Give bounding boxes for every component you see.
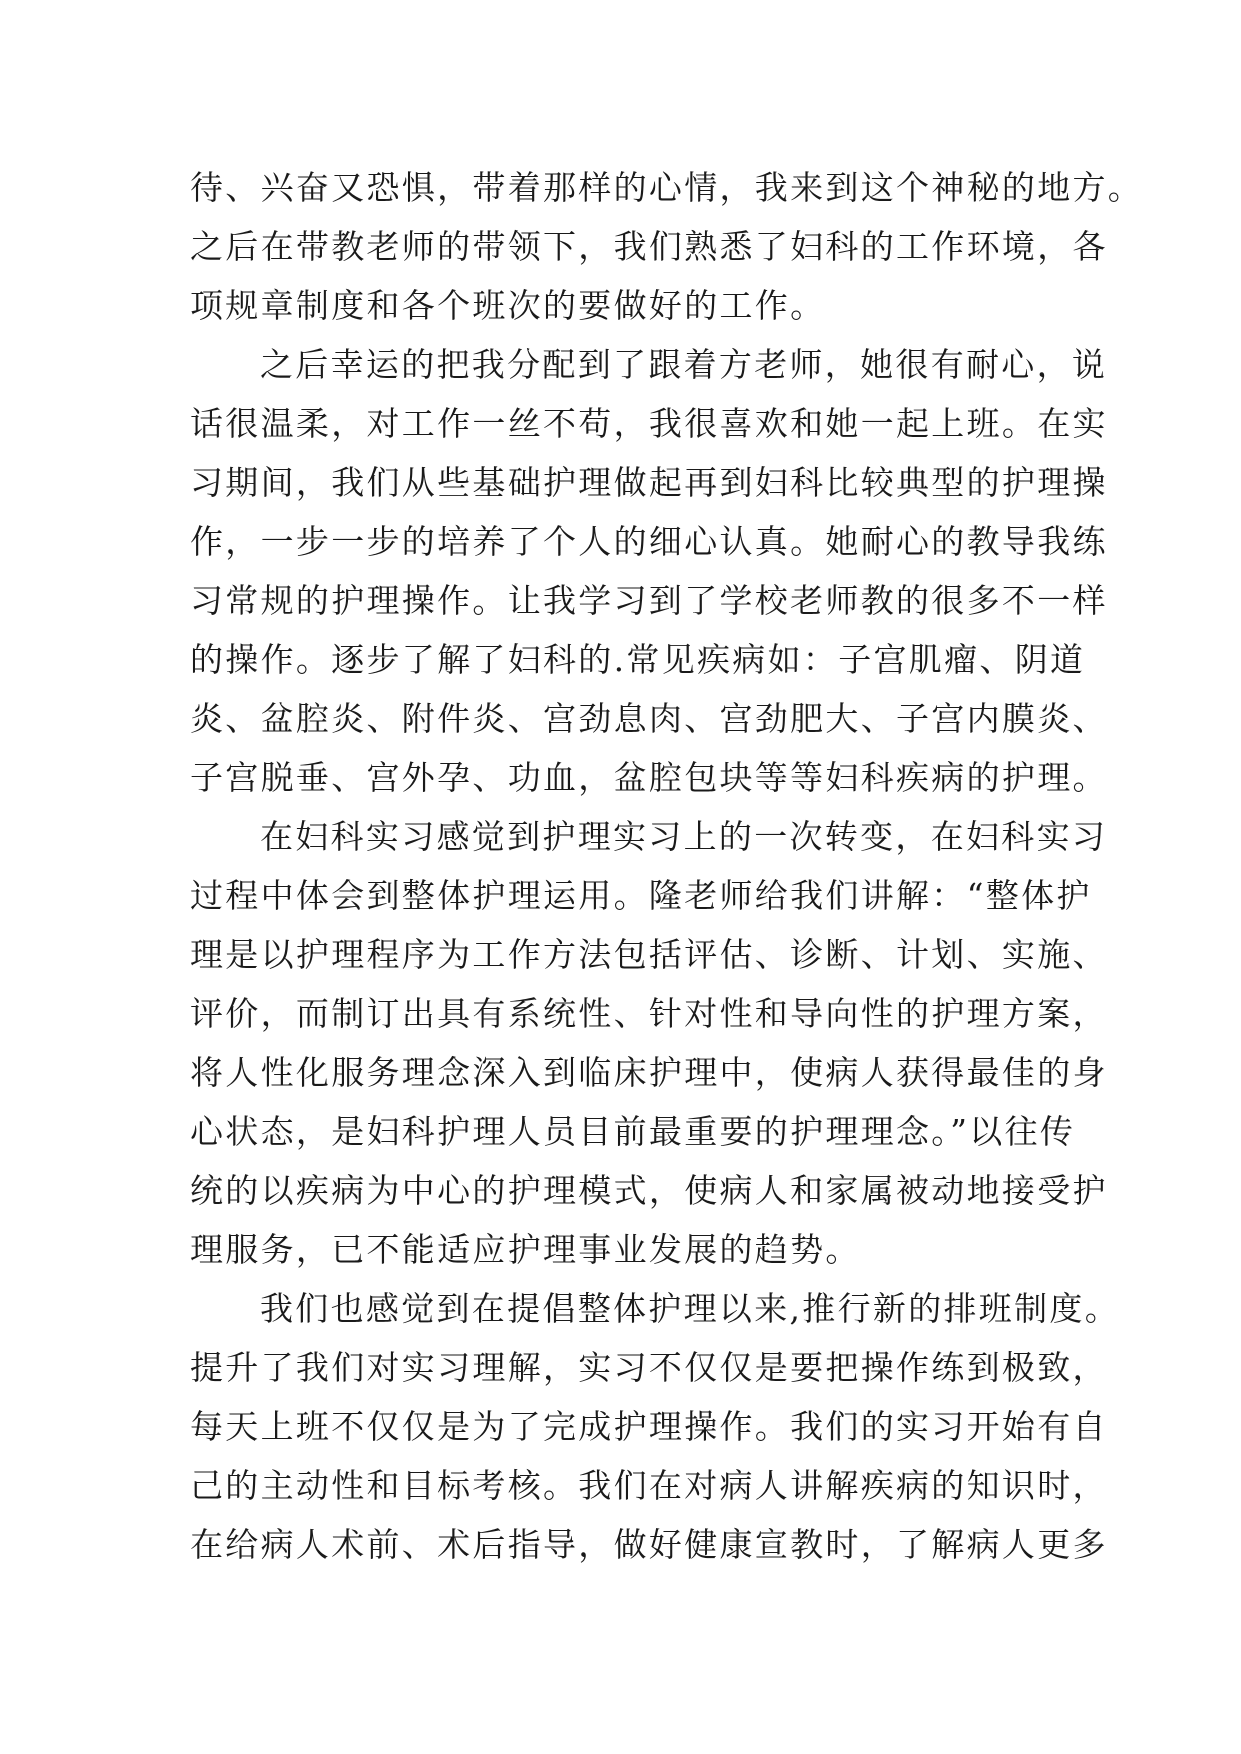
text-line: 之后在带教老师的带领下，我们熟悉了妇科的工作环境，各 [190,227,1108,266]
text-line: 统的以疾病为中心的护理模式，使病人和家属被动地接受护 [190,1171,1108,1210]
text-line: 过程中体会到整体护理运用。隆老师给我们讲解：“整体护 [190,876,1092,915]
text-line: 子宫脱垂、宫外孕、功血，盆腔包块等等妇科疾病的护理。 [190,758,1108,797]
text-line: 心状态，是妇科护理人员目前最重要的护理理念。”以往传 [190,1112,1076,1151]
text-line: 提升了我们对实习理解，实习不仅仅是要把操作练到极致， [190,1348,1108,1387]
text-line: 每天上班不仅仅是为了完成护理操作。我们的实习开始有自 [190,1407,1108,1446]
text-line: 理是以护理程序为工作方法包括评估、诊断、计划、实施、 [190,935,1108,974]
text-line: 在妇科实习感觉到护理实习上的一次转变，在妇科实习 [260,817,1108,856]
text-line: 习常规的护理操作。让我学习到了学校老师教的很多不一样 [190,581,1108,620]
paragraph-1 [190,158,1144,335]
text-line: 的操作。逐步了解了妇科的.常见疾病如：子宫肌瘤、阴道 [190,640,1086,679]
text-line: 作，一步一步的培养了个人的细心认真。她耐心的教导我练 [190,522,1108,561]
text-line: 项规章制度和各个班次的要做好的工作。 [190,286,826,325]
paragraph-3 [190,807,1108,1279]
paragraph-2 [190,335,1108,807]
text-line: 之后幸运的把我分配到了跟着方老师，她很有耐心，说 [260,345,1108,384]
text-line: 在给病人术前、术后指导，做好健康宣教时，了解病人更多 [190,1525,1108,1564]
text-line: 待、兴奋又恐惧，带着那样的心情，我来到这个神秘的地方。 [190,168,1144,207]
text-line: 炎、盆腔炎、附件炎、宫劲息肉、宫劲肥大、子宫内膜炎、 [190,699,1108,738]
paragraph-4 [190,1279,1120,1574]
text-line: 我们也感觉到在提倡整体护理以来,推行新的排班制度。 [260,1289,1120,1328]
text-line: 将人性化服务理念深入到临床护理中，使病人获得最佳的身 [190,1053,1108,1092]
text-line: 评价，而制订出具有系统性、针对性和导向性的护理方案， [190,994,1108,1033]
body-text [190,158,1144,1574]
text-line: 话很温柔，对工作一丝不苟，我很喜欢和她一起上班。在实 [190,404,1108,443]
text-line: 理服务，已不能适应护理事业发展的趋势。 [190,1230,861,1269]
text-line: 己的主动性和目标考核。我们在对病人讲解疾病的知识时， [190,1466,1108,1505]
text-line: 习期间，我们从些基础护理做起再到妇科比较典型的护理操 [190,463,1108,502]
